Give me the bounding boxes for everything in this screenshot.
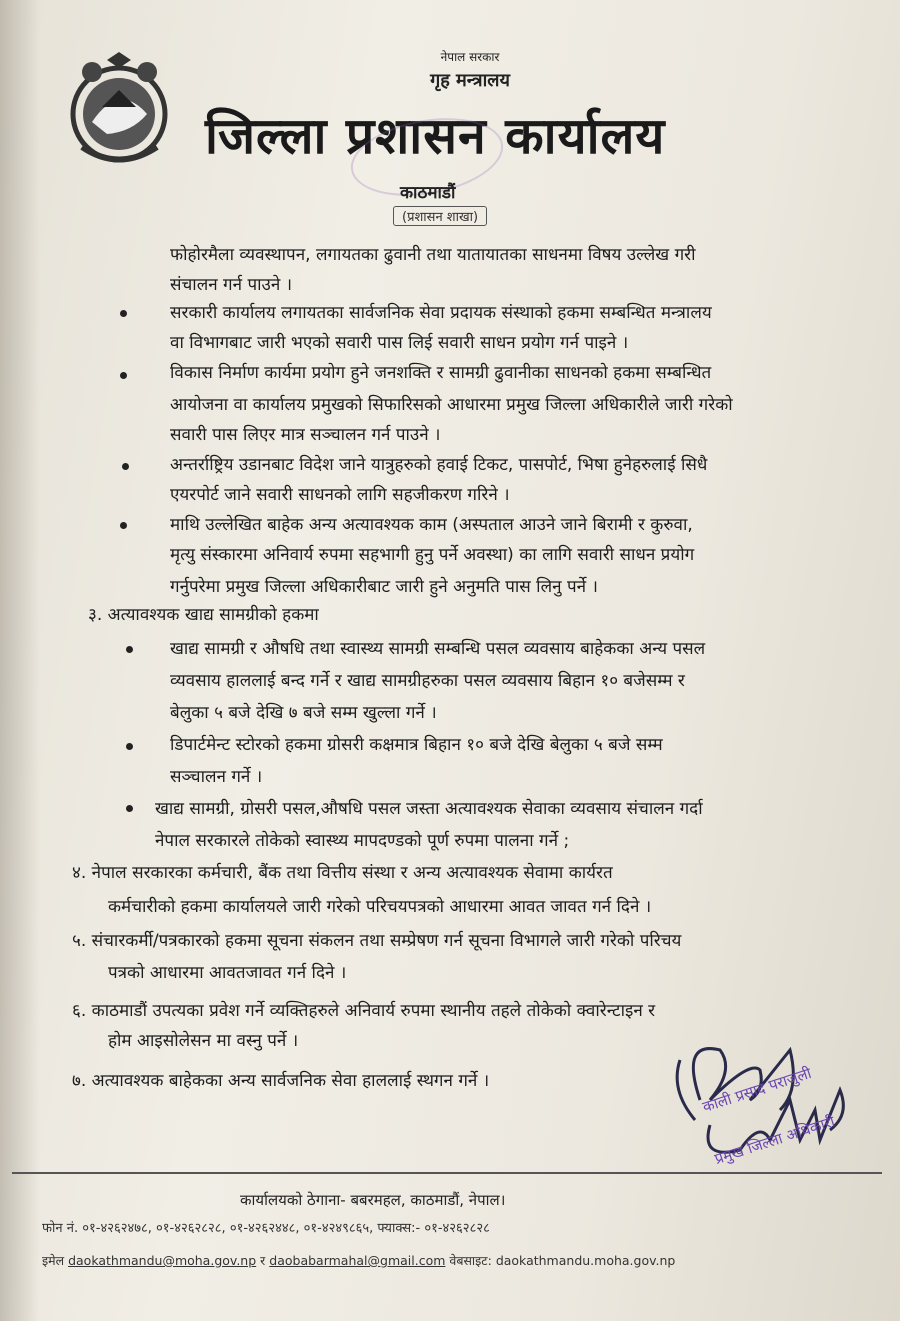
list-item: गर्नुपरेमा प्रमुख जिल्ला अधिकारीबाट जारी हुने अनुमति पास लिनु पर्ने । — [170, 577, 598, 597]
item-4-line-2: कर्मचारीको हकमा कार्यालयले जारी गरेको परिचयपत्रको आधारमा आवत जावत गर्न दिने । — [108, 897, 652, 917]
office-title: जिल्ला प्रशासन कार्यालय — [205, 107, 666, 165]
stamp-title: प्रमुख जिल्ला अधिकारी — [712, 1112, 837, 1169]
bullet-icon — [120, 522, 127, 529]
branch-label: (प्रशासन शाखा) — [393, 206, 487, 226]
government-label: नेपाल सरकार — [440, 50, 500, 64]
website-link[interactable]: daokathmandu.moha.gov.np — [495, 1253, 676, 1268]
item-4-line-1: ४. नेपाल सरकारका कर्मचारी, बैंक तथा वित्तीय संस्था र अन्य अत्यावश्यक सेवामा कार्यरत — [72, 863, 613, 883]
section-3-heading: ३. अत्यावश्यक खाद्य सामग्रीको हकमा — [88, 605, 319, 625]
intro-line-1: फोहोरमैला व्यवस्थापन, लगायतका ढुवानी तथा यातायातका साधनमा विषय उल्लेख गरी — [170, 245, 696, 265]
email-label: इमेल — [42, 1253, 65, 1268]
list-item: नेपाल सरकारले तोकेको स्वास्थ्य मापदण्डको पूर्ण रुपमा पालना गर्ने ; — [155, 831, 570, 851]
email-link-2[interactable]: daobabarmahal@gmail.com — [269, 1253, 446, 1268]
list-item: सञ्चालन गर्ने । — [170, 767, 263, 787]
office-address: कार्यालयको ठेगाना- बबरमहल, काठमाडौं, नेपाल। — [240, 1191, 506, 1209]
list-item: आयोजना वा कार्यालय प्रमुखको सिफारिसको आधारमा प्रमुख जिल्ला अधिकारीले जारी गरेको — [170, 395, 733, 415]
list-item: डिपार्टमेन्ट स्टोरको हकमा ग्रोसरी कक्षमात्र बिहान १० बजे देखि बेलुका ५ बजे सम्म — [170, 735, 663, 755]
bullet-icon — [126, 646, 133, 653]
website-label: वेबसाइट: — [449, 1253, 492, 1268]
list-item: एयरपोर्ट जाने सवारी साधनको लागि सहजीकरण गरिने । — [170, 485, 510, 505]
list-item: व्यवसाय हाललाई बन्द गर्ने र खाद्य सामग्रीहरुका पसल व्यवसाय बिहान १० बजेसम्म र — [170, 671, 685, 691]
signature-drawing — [640, 1030, 890, 1180]
list-item: अन्तर्राष्ट्रिय उडानबाट विदेश जाने यात्रुहरुको हवाई टिकट, पासपोर्ट, भिषा हुनेहरुलाई सिधै — [170, 455, 708, 475]
list-item: खाद्य सामग्री, ग्रोसरी पसल,औषधि पसल जस्ता अत्यावश्यक सेवाका व्यवसाय संचालन गर्दा — [155, 799, 703, 819]
list-item: मृत्यु संस्कारमा अनिवार्य रुपमा सहभागी हुनु पर्ने अवस्था) का लागि सवारी साधन प्रयोग — [170, 545, 695, 565]
phone-line — [42, 1218, 490, 1236]
list-item: बेलुका ५ बजे देखि ७ बजे सम्म खुल्ला गर्ने । — [170, 703, 437, 723]
list-item: खाद्य सामग्री र औषधि तथा स्वास्थ्य सामग्री सम्बन्धि पसल व्यवसाय बाहेकका अन्य पसल — [170, 639, 706, 659]
bullet-icon — [126, 743, 133, 750]
page-shadow — [0, 0, 40, 1321]
item-6-line-1: ६. काठमाडौं उपत्यका प्रवेश गर्ने व्यक्तिहरुले अनिवार्य रुपमा स्थानीय तहले तोकेको क्वारेन्टाइन र — [72, 1001, 656, 1021]
item-5-line-1: ५. संचारकर्मी/पत्रकारको हकमा सूचना संकलन तथा सम्प्रेषण गर्न सूचना विभागले जारी गरेको परिचय — [72, 931, 682, 951]
phone-numbers: ०१-४२६२४७८, ०१-४२६२८२८, ०१-४२६२४४८, ०१-४२४९८६५, फ्याक्स:- ०१-४२६२८२८ — [82, 1221, 490, 1236]
stamp-name: काली प्रसाद पराजुली — [700, 1063, 814, 1117]
bullet-icon — [122, 463, 129, 470]
item-6-line-2: होम आइसोलेसन मा वस्नु पर्ने । — [108, 1031, 299, 1051]
bullet-icon — [126, 805, 133, 812]
email-link-1[interactable]: daokathmandu@moha.gov.np — [68, 1253, 257, 1268]
email-line — [42, 1252, 675, 1269]
district-label: काठमाडौं — [400, 183, 456, 203]
list-item: विकास निर्माण कार्यमा प्रयोग हुने जनशक्ति र सामग्री ढुवानीका साधनको हकमा सम्बन्धित — [170, 363, 712, 383]
list-item: वा विभागबाट जारी भएको सवारी पास लिई सवारी साधन प्रयोग गर्न पाइने । — [170, 333, 629, 353]
list-item: सरकारी कार्यालय लगायतका सार्वजनिक सेवा प्रदायक संस्थाको हकमा सम्बन्धित मन्त्रालय — [170, 303, 712, 323]
bullet-icon — [120, 310, 127, 317]
item-7: ७. अत्यावश्यक बाहेकका अन्य सार्वजनिक सेवा हाललाई स्थगन गर्ने । — [72, 1071, 490, 1091]
intro-line-2: संचालन गर्न पाउने । — [170, 275, 293, 295]
list-item: सवारी पास लिएर मात्र सञ्चालन गर्न पाउने । — [170, 425, 441, 445]
ministry-label: गृह मन्त्रालय — [430, 70, 510, 91]
bullet-icon — [120, 372, 127, 379]
email-separator: र — [260, 1253, 266, 1268]
footer-divider — [12, 1172, 882, 1174]
item-5-line-2: पत्रको आधारमा आवतजावत गर्न दिने । — [108, 963, 347, 983]
phone-label: फोन नं. — [42, 1221, 79, 1236]
list-item: माथि उल्लेखित बाहेक अन्य अत्यावश्यक काम (अस्पताल आउने जाने बिरामी र कुरुवा, — [170, 515, 693, 535]
